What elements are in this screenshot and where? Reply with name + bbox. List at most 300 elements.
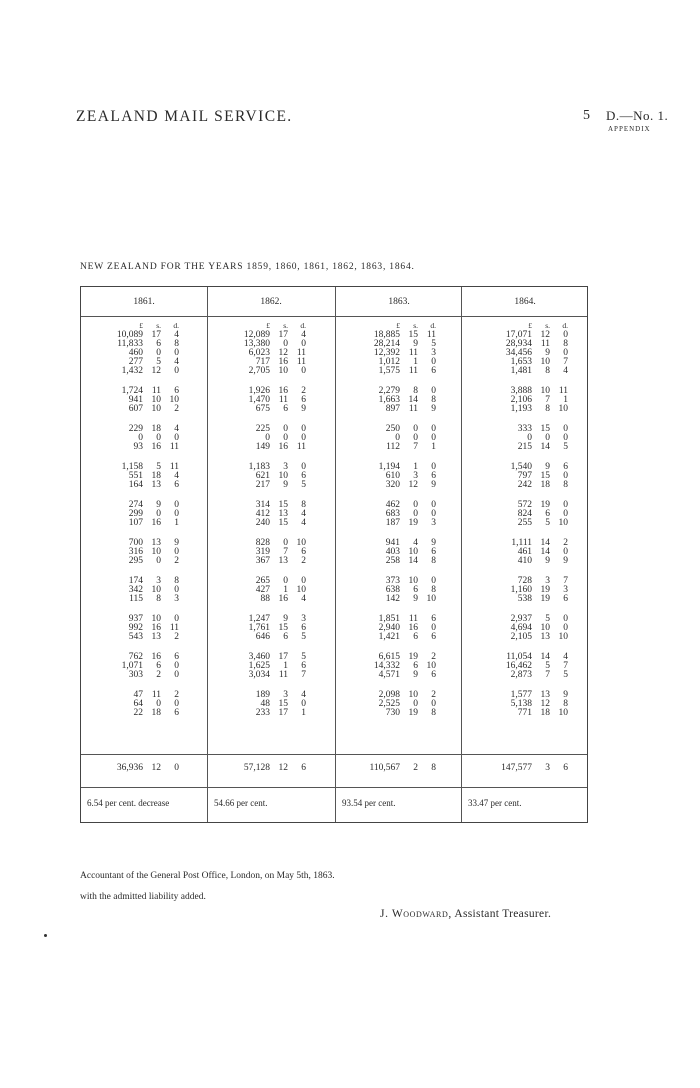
pence-cell: 0 [563,433,568,443]
pounds-cell: 621 [255,471,270,481]
amount-row [97,443,223,452]
pence-cell: 9 [431,480,436,490]
pence-cell: 6 [174,652,179,662]
shillings-cell: 16 [151,652,161,662]
total-row [486,764,612,773]
pence-cell: 8 [431,585,436,595]
account-group [224,653,350,680]
pence-cell: 3 [301,614,306,624]
pence-cell: 6 [431,632,436,642]
pounds-cell: 824 [517,509,532,519]
pounds-cell: 461 [517,547,532,557]
pence-cell: 0 [301,424,306,434]
total-row [224,764,350,773]
pounds-cell: 12,089 [243,330,270,340]
shillings-cell: 15 [278,500,288,510]
shillings-cell: 7 [283,547,288,557]
currency-unit: d. [300,321,306,330]
pounds-cell: 700 [128,538,143,548]
total-shillings: 12 [151,763,161,773]
account-group [97,539,223,566]
pounds-cell: 215 [517,442,532,452]
account-group [486,463,612,490]
pounds-cell: 1,194 [378,462,400,472]
shillings-cell: 0 [413,509,418,519]
shillings-cell: 0 [545,433,550,443]
pounds-cell: 941 [128,395,143,405]
pence-cell: 3 [431,518,436,528]
pence-cell: 10 [558,404,568,414]
shillings-cell: 16 [151,442,161,452]
pounds-cell: 1,653 [510,357,532,367]
pounds-cell: 47 [133,690,143,700]
pounds-cell: 187 [385,518,400,528]
account-group [224,425,350,452]
amount-row [486,367,612,376]
pence-cell: 0 [563,500,568,510]
pounds-cell: 412 [255,509,270,519]
pounds-cell: 149 [255,442,270,452]
pounds-cell: 274 [128,500,143,510]
pounds-cell: 34,456 [505,348,532,358]
pence-cell: 10 [169,395,179,405]
pence-cell: 2 [174,556,179,566]
shillings-cell: 6 [283,632,288,642]
pounds-cell: 1,432 [121,366,143,376]
total-pounds: 57,128 [243,763,270,773]
pounds-cell: 2,098 [378,690,400,700]
signature-title: Assistant Treasurer. [454,908,552,920]
shillings-cell: 12 [408,480,418,490]
currency-unit: £ [139,321,143,330]
pounds-cell: 728 [517,576,532,586]
pence-cell: 11 [169,623,179,633]
pence-cell: 11 [426,330,436,340]
shillings-cell: 0 [413,433,418,443]
account-group [224,387,350,414]
shillings-cell: 4 [413,538,418,548]
pence-cell: 4 [301,690,306,700]
pence-cell: 10 [426,594,436,604]
pounds-cell: 11,054 [506,652,532,662]
pence-cell: 5 [563,670,568,680]
pence-cell: 6 [174,386,179,396]
pence-cell: 0 [431,576,436,586]
pence-cell: 10 [558,708,568,718]
account-group [97,615,223,642]
shillings-cell: 0 [156,509,161,519]
pence-cell: 0 [174,614,179,624]
pounds-cell: 4,571 [378,670,400,680]
shillings-cell: 9 [413,339,418,349]
pence-cell: 2 [174,690,179,700]
account-group [97,331,223,376]
pounds-cell: 6,615 [378,652,400,662]
shillings-cell: 16 [278,594,288,604]
pence-cell: 8 [431,395,436,405]
pounds-cell: 240 [255,518,270,528]
pounds-cell: 18,885 [373,330,400,340]
pounds-cell: 717 [255,357,270,367]
currency-units-header [354,321,480,330]
pence-cell: 0 [563,547,568,557]
pounds-cell: 572 [517,500,532,510]
account-group [97,425,223,452]
pence-cell: 4 [174,357,179,367]
pence-cell: 0 [563,348,568,358]
shillings-cell: 10 [151,585,161,595]
shillings-cell: 7 [413,442,418,452]
shillings-cell: 19 [540,594,550,604]
pence-cell: 7 [563,576,568,586]
pence-cell: 3 [174,594,179,604]
shillings-cell: 18 [540,708,550,718]
pounds-cell: 48 [260,699,270,709]
pence-cell: 8 [563,480,568,490]
shillings-cell: 8 [413,386,418,396]
shillings-cell: 19 [540,585,550,595]
pounds-cell: 6,023 [248,348,270,358]
pounds-cell: 320 [385,480,400,490]
shillings-cell: 1 [413,357,418,367]
pence-cell: 2 [174,632,179,642]
amount-row [354,595,480,604]
pounds-cell: 367 [255,556,270,566]
pounds-cell: 265 [255,576,270,586]
pounds-cell: 403 [385,547,400,557]
pence-cell: 8 [301,500,306,510]
pence-cell: 0 [563,614,568,624]
pence-cell: 0 [563,509,568,519]
account-group [486,691,612,718]
page-number: 5 [583,108,590,123]
pounds-cell: 17,071 [505,330,532,340]
pence-cell: 9 [174,538,179,548]
pence-cell: 0 [174,366,179,376]
shillings-cell: 18 [151,708,161,718]
currency-unit: s. [156,321,161,330]
shillings-cell: 9 [545,556,550,566]
shillings-cell: 16 [278,442,288,452]
shillings-cell: 10 [408,690,418,700]
percent-change: 54.66 per cent. [214,798,268,808]
amount-row [354,671,480,680]
shillings-cell: 11 [408,614,418,624]
account-group [224,501,350,528]
shillings-cell: 9 [545,348,550,358]
account-group [224,463,350,490]
pence-cell: 0 [174,585,179,595]
currency-unit: £ [396,321,400,330]
pence-cell: 10 [426,661,436,671]
pounds-cell: 174 [128,576,143,586]
shillings-cell: 0 [283,433,288,443]
account-group [224,577,350,604]
shillings-cell: 10 [278,471,288,481]
amount-row [224,519,350,528]
pounds-cell: 4,694 [510,623,532,633]
shillings-cell: 9 [283,480,288,490]
pence-cell: 6 [301,661,306,671]
amount-row [486,481,612,490]
pounds-cell: 1,421 [378,632,400,642]
pounds-cell: 1,470 [248,395,270,405]
pounds-cell: 229 [128,424,143,434]
pence-cell: 4 [301,594,306,604]
pence-cell: 10 [296,538,306,548]
shillings-cell: 11 [408,404,418,414]
amount-row [97,633,223,642]
pence-cell: 7 [301,670,306,680]
pounds-cell: 64 [133,699,143,709]
amount-row [354,443,480,452]
shillings-cell: 10 [151,404,161,414]
shillings-cell: 5 [545,661,550,671]
currency-unit: d. [173,321,179,330]
shillings-cell: 14 [540,538,550,548]
pounds-cell: 189 [255,690,270,700]
total-rule [81,754,587,755]
amount-row [354,481,480,490]
column-total [97,764,223,773]
account-group [354,387,480,414]
pounds-cell: 543 [128,632,143,642]
pounds-cell: 107 [128,518,143,528]
column-year-heading: 1861. [133,297,155,307]
pounds-cell: 1,111 [511,538,532,548]
pounds-cell: 258 [385,556,400,566]
pence-cell: 11 [558,386,568,396]
pounds-cell: 14,332 [373,661,400,671]
pence-cell: 0 [431,424,436,434]
pence-cell: 6 [431,547,436,557]
currency-unit: £ [266,321,270,330]
shillings-cell: 16 [151,623,161,633]
pence-cell: 6 [301,471,306,481]
amount-row [97,519,223,528]
shillings-cell: 14 [540,442,550,452]
pence-cell: 6 [431,614,436,624]
shillings-cell: 6 [413,661,418,671]
amount-row [97,405,223,414]
shillings-cell: 15 [278,623,288,633]
pence-cell: 11 [296,357,306,367]
shillings-cell: 8 [545,366,550,376]
amount-row [224,367,350,376]
account-group [486,501,612,528]
pence-cell: 9 [563,690,568,700]
pence-cell: 0 [301,433,306,443]
pence-cell: 3 [563,585,568,595]
pounds-cell: 314 [255,500,270,510]
pounds-cell: 0 [138,433,143,443]
shillings-cell: 16 [408,623,418,633]
shillings-cell: 16 [278,386,288,396]
pence-cell: 6 [563,462,568,472]
pounds-cell: 675 [255,404,270,414]
total-row [354,764,480,773]
pounds-cell: 1,926 [248,386,270,396]
pounds-cell: 638 [385,585,400,595]
account-group [354,331,480,376]
amount-row [224,633,350,642]
amount-row [224,709,350,718]
pounds-cell: 3,034 [248,670,270,680]
amount-row [224,405,350,414]
pounds-cell: 607 [128,404,143,414]
pence-cell: 0 [174,433,179,443]
pence-cell: 11 [169,442,179,452]
pence-cell: 0 [563,623,568,633]
shillings-cell: 0 [156,348,161,358]
pence-cell: 1 [301,708,306,718]
appendix-label: APPENDIX [608,125,651,133]
shillings-cell: 13 [278,556,288,566]
pounds-cell: 242 [517,480,532,490]
shillings-cell: 13 [540,690,550,700]
account-group [224,615,350,642]
shillings-cell: 12 [278,348,288,358]
amount-row [354,557,480,566]
pence-cell: 4 [174,330,179,340]
pence-cell: 8 [431,556,436,566]
total-pence: 8 [431,763,436,773]
pence-cell: 0 [174,670,179,680]
shillings-cell: 9 [283,614,288,624]
pounds-cell: 12,392 [373,348,400,358]
pence-cell: 6 [563,594,568,604]
pounds-cell: 333 [517,424,532,434]
shillings-cell: 6 [283,404,288,414]
account-group [224,331,350,376]
pence-cell: 9 [431,538,436,548]
account-group [97,501,223,528]
shillings-cell: 1 [413,462,418,472]
column-total [486,764,612,773]
shillings-cell: 11 [278,670,288,680]
currency-unit: d. [430,321,436,330]
pence-cell: 6 [301,547,306,557]
amount-row [224,671,350,680]
shillings-cell: 6 [156,661,161,671]
shillings-cell: 15 [540,424,550,434]
shillings-cell: 5 [156,462,161,472]
shillings-cell: 16 [151,518,161,528]
total-row [97,764,223,773]
shillings-cell: 0 [413,500,418,510]
pounds-cell: 1,160 [510,585,532,595]
pounds-cell: 410 [517,556,532,566]
total-pounds: 110,567 [369,763,400,773]
shillings-cell: 13 [151,480,161,490]
pounds-cell: 1,851 [378,614,400,624]
pence-cell: 2 [431,690,436,700]
shillings-cell: 18 [151,471,161,481]
shillings-cell: 10 [540,357,550,367]
pounds-cell: 646 [255,632,270,642]
shillings-cell: 10 [278,366,288,376]
account-group [354,425,480,452]
currency-units-header [97,321,223,330]
pounds-cell: 1,071 [121,661,143,671]
total-shillings: 12 [278,763,288,773]
shillings-cell: 13 [151,538,161,548]
pence-cell: 4 [174,471,179,481]
amount-row [354,519,480,528]
pence-cell: 0 [431,623,436,633]
pounds-cell: 610 [385,471,400,481]
year-column [224,321,350,718]
shillings-cell: 9 [413,594,418,604]
pounds-cell: 2,937 [510,614,532,624]
pounds-cell: 762 [128,652,143,662]
pounds-cell: 797 [517,471,532,481]
pence-cell: 0 [301,462,306,472]
pounds-cell: 295 [128,556,143,566]
pounds-cell: 2,106 [510,395,532,405]
total-shillings: 2 [413,763,418,773]
pence-cell: 2 [301,556,306,566]
amount-row [486,709,612,718]
pounds-cell: 2,279 [378,386,400,396]
pence-cell: 0 [301,339,306,349]
currency-unit: d. [562,321,568,330]
total-pence: 0 [174,763,179,773]
account-group [97,463,223,490]
pounds-cell: 88 [260,594,270,604]
pounds-cell: 255 [517,518,532,528]
pence-cell: 6 [174,480,179,490]
account-group [354,653,480,680]
pounds-cell: 538 [517,594,532,604]
column-year-heading: 1863. [388,297,410,307]
amount-row [97,367,223,376]
shillings-cell: 6 [413,632,418,642]
pounds-cell: 164 [128,480,143,490]
shillings-cell: 9 [413,670,418,680]
pence-cell: 5 [301,632,306,642]
pounds-cell: 0 [395,433,400,443]
shillings-cell: 0 [156,699,161,709]
pounds-cell: 28,214 [373,339,400,349]
pence-cell: 0 [174,500,179,510]
shillings-cell: 17 [278,708,288,718]
pounds-cell: 730 [385,708,400,718]
shillings-cell: 3 [545,576,550,586]
pence-cell: 0 [174,509,179,519]
shillings-cell: 12 [540,330,550,340]
pounds-cell: 0 [527,433,532,443]
shillings-cell: 14 [540,547,550,557]
amount-row [224,557,350,566]
pounds-cell: 427 [255,585,270,595]
amount-row [486,443,612,452]
pounds-cell: 233 [255,708,270,718]
pence-cell: 0 [431,699,436,709]
pounds-cell: 1,193 [510,404,532,414]
pence-cell: 0 [431,386,436,396]
total-shillings: 3 [545,763,550,773]
pence-cell: 2 [563,538,568,548]
pence-cell: 7 [563,661,568,671]
shillings-cell: 5 [545,518,550,528]
shillings-cell: 19 [408,652,418,662]
pence-cell: 9 [563,556,568,566]
account-group [486,577,612,604]
total-pence: 6 [563,763,568,773]
pounds-cell: 2,873 [510,670,532,680]
pence-cell: 1 [563,395,568,405]
